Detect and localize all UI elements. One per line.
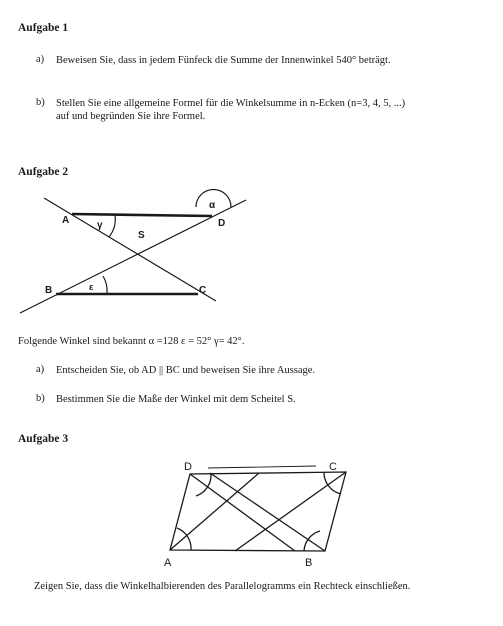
label-epsilon: ε: [89, 282, 94, 292]
arc-corner-d: [196, 474, 211, 496]
line-ac: [44, 198, 216, 301]
bisector-d: [190, 474, 295, 551]
task1b-line2: auf und begründen Sie ihre Formel.: [56, 111, 206, 122]
task3-text: Zeigen Sie, dass die Winkelhalbierenden des Parallelogramms ein Rechteck einschließen.: [34, 581, 411, 592]
line-top-extension: [208, 466, 316, 468]
task3-title: Aufgabe 3: [18, 433, 69, 445]
label-p-c: C: [329, 461, 337, 473]
task1a-text: Beweisen Sie, dass in jedem Fünfeck die Summe der Innenwinkel 540° beträgt.: [56, 55, 391, 66]
task1a-marker: a): [36, 54, 45, 65]
bisector-a: [170, 473, 259, 550]
bisector-c: [235, 472, 346, 551]
task1b-line1: Stellen Sie eine allgemeine Formel für die Winkelsumme in n-Ecken (n=3, 4, 5, ...): [56, 98, 406, 109]
task1-title: Aufgabe 1: [18, 22, 69, 34]
label-s: S: [138, 230, 145, 241]
label-p-a: A: [164, 557, 172, 569]
label-p-d: D: [184, 461, 192, 473]
task1b-marker: b): [36, 97, 45, 108]
arc-corner-b: [304, 531, 320, 551]
parallelogram: [170, 472, 346, 551]
task2-title: Aufgabe 2: [18, 166, 69, 178]
task2b-marker: b): [36, 393, 45, 404]
task2a-text: Entscheiden Sie, ob AD || BC und beweisen Sie ihre Aussage.: [56, 365, 316, 376]
label-d: D: [218, 218, 226, 229]
task2-given: Folgende Winkel sind bekannt α =128 ε = 52° γ= 42°.: [18, 336, 245, 347]
arc-corner-a: [177, 528, 191, 550]
arc-gamma: [109, 215, 115, 237]
segment-ad: [72, 214, 212, 216]
arc-epsilon: [103, 276, 107, 294]
label-gamma: γ: [97, 220, 103, 231]
label-alpha: α: [209, 200, 216, 211]
label-c: C: [199, 285, 207, 296]
task2b-text: Bestimmen Sie die Maße der Winkel mit dem Scheitel S.: [56, 394, 296, 405]
label-p-b: B: [305, 557, 313, 569]
label-a: A: [62, 215, 70, 226]
task2a-marker: a): [36, 364, 45, 375]
line-bd: [20, 200, 246, 313]
arc-corner-c: [324, 472, 341, 494]
label-b: B: [45, 285, 53, 296]
